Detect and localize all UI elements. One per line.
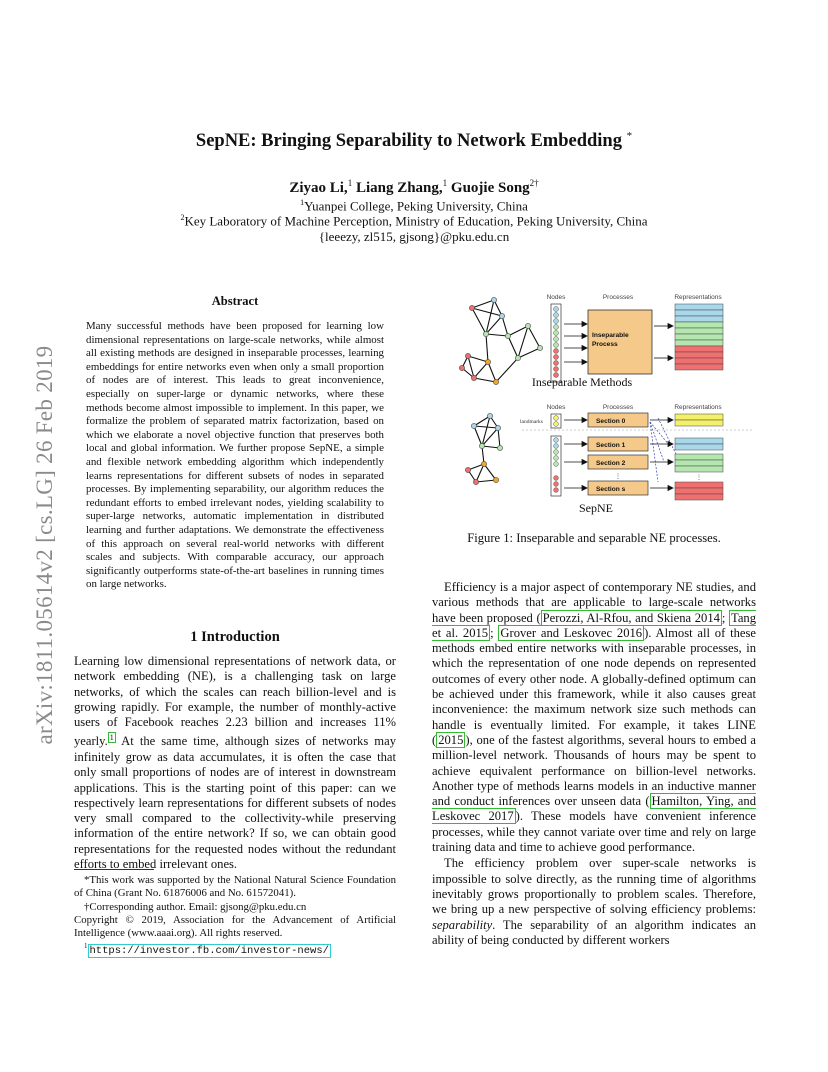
footnote-url [74, 940, 396, 958]
header-processes-top: Processes [602, 294, 634, 301]
affiliation-2 [0, 213, 828, 229]
label-inseparable-methods: Inseparable Methods [531, 375, 633, 389]
figure-1 [432, 286, 756, 518]
citation-tang[interactable]: Tang et al. 2015 [432, 610, 756, 640]
copyright-notice: Copyright © 2019, Association for the Advancement of Artificial Intelligence (www.aaai.org). All rights reserved. [74, 914, 396, 940]
figure-1-caption: Figure 1: Inseparable and separable NE processes. [467, 531, 721, 545]
rc-text-h: . The separability of an algorithm indicates an ability of being conducted by different workers [432, 917, 756, 947]
dashed-landmark-links [650, 418, 676, 482]
section-s-label: Section s [596, 486, 626, 493]
citation-line[interactable]: 2015 [438, 732, 464, 747]
ellipsis-sections: ⋮ [615, 474, 621, 480]
intro-text-b: At the same time, although sizes of networks may infinitely grow as data accumulates, it is often the case that only small proportions of nodes are of interest in downstream applications. This is the starting point of this paper: can we respectively learn representations for different subsets of nodes very small compared to the collectivity-while preserving information of the entire network? If so, we can obtain good representations for the requested nodes without the redundant efforts to embed irrelevant ones. [74, 734, 396, 872]
rc-text-c: ; [490, 625, 499, 640]
footnote-corresponding: †Corresponding author. Email: gjsong@pku.edu.cn [84, 901, 307, 913]
header-nodes-bottom: Nodes [546, 404, 566, 411]
footnote-link-1[interactable]: 1 [109, 733, 114, 743]
arrows-to-sections [564, 418, 587, 491]
affiliation-1 [0, 198, 828, 214]
author-1: Ziyao Li, [289, 180, 348, 196]
author-3: Guojie Song [450, 180, 530, 196]
rc-text-g: The efficiency problem over super-scale networks is impossible to solve directly, as the running time of algorithms inevitably grows proportionally to problem scales. Therefore, we bring up a new perspective of solving efficiency problems: [432, 856, 756, 917]
intro-text-a: Learning low dimensional representations of network data, or network embedding (NE), is a challenging task on large networks, of which the scales can reach billion-level and is growing rapidly. For example, the number of monthly-active users of Facebook reaches 2.23 billion and increases 11% yearly. [74, 654, 396, 749]
footnote-funding: *This work was supported by the National Natural Science Foundation of China (Grant No. 61876006 and No. 61572041). [74, 874, 396, 900]
inseparable-box-line-2: Process [592, 341, 618, 348]
citation-perozzi[interactable]: Perozzi, Al-Rfou, and Skiena 2014 [542, 610, 720, 625]
representation-stack-top [675, 304, 723, 370]
header-representations-bottom: Representations [674, 404, 722, 411]
rc-text-d: ). Almost all of these methods embed entire networks with inseparable processes, in which the representation of one node depends on represented outcomes of every other node. A globally-defined optimum can be achieved under this framework, while it also causes great inconvenience: the maximum network size such methods can handle is eventually limited. For example, it takes LINE ( [432, 625, 756, 747]
citation-hamilton[interactable]: Hamilton, Ying, and Leskovec 2017 [432, 794, 756, 824]
rc-text-e: ), one of the fastest algorithms, several hours to embed a million-level network. Thousands of hours may be spent to achieve equivalent performance on billion-level networks. Another type of methods learns models in an inductive manner and conduct inferences over unseen data ( [432, 732, 756, 809]
facebook-investor-link[interactable]: https://investor.fb.com/investor-news/ [89, 944, 329, 957]
landmarks-label: landmarks [520, 419, 543, 425]
section-1-label: Section 1 [596, 442, 626, 449]
citation-grover[interactable]: Grover and Leskovec 2016 [500, 625, 643, 640]
title-text: SepNE: Bringing Separability to Network Embedding [195, 131, 622, 152]
separability-paragraph [432, 856, 756, 948]
right-column-text [432, 580, 756, 948]
arrows-to-repr-bottom [650, 418, 673, 491]
label-sepne: SepNE [579, 501, 613, 515]
affiliation-1-sup: 1 [300, 198, 305, 207]
section-heading-introduction: 1 Introduction [190, 629, 280, 645]
node-column-bottom [551, 414, 561, 496]
footnote-divider [74, 869, 154, 870]
header-processes-bottom: Processes [602, 404, 634, 411]
node-column-top [551, 304, 561, 382]
author-1-sup: 1 [347, 178, 353, 188]
arrows-to-process-top [564, 322, 587, 365]
section-0-label: Section 0 [596, 418, 626, 425]
emails-text: {leeezy, zl515, gjsong}@pku.edu.cn [318, 229, 510, 244]
header-representations-top: Representations [674, 294, 722, 301]
rc-emphasis: separability [432, 917, 493, 932]
intro-paragraph [74, 654, 396, 872]
author-3-sup: 2† [529, 178, 539, 188]
affiliation-2-text: Key Laboratory of Machine Perception, Ministry of Education, Peking University, China [184, 213, 648, 229]
section-2-label: Section 2 [596, 460, 626, 467]
author-list [0, 178, 828, 197]
network-graph-top [462, 300, 540, 382]
author-2-sup: 1 [442, 178, 448, 188]
rc-text-f: ). These models have convenient inference processes, while they cannot variate over time and rely on large training data and time to achieve good performance. [432, 809, 757, 855]
abstract-heading: Abstract [211, 294, 259, 308]
ellipsis-repr: ⋮ [696, 475, 702, 481]
arxiv-id: arXiv:1811.05614v2 [cs.LG] 26 Feb 2019 [32, 345, 57, 745]
abstract-body: Many successful methods have been proposed for learning low dimensional representations on large-scale networks, while almost all existing methods are designed in inseparable processes, learning embeddings for entire networks even when only a small proportion of nodes are of interest. This leads to great inconvenience, especially on super-large or dynamic networks, where these methods become almost impossible to implement. In this paper, we formalize the problem of separated matrix factorization, based on which we elaborate a novel objective function that preserves both local and global information. We further propose SepNE, a simple and flexible network embedding algorithm which independently learns representations for different subsets of nodes in separated processes. By implementing separability, our algorithm reduces the redundant efforts to embed irrelevant nodes, yielding scalability to super-large networks, automatic implementation in distributed learning and further adaptations. We demonstrate the effectiveness of this approach on several real-world networks with different scales and subjects. With comparable accuracy, our approach significantly outperforms state-of-the-art baselines in running times on large networks. [86, 320, 384, 591]
title-footnote-mark: * [626, 130, 633, 142]
author-emails [0, 229, 828, 245]
arxiv-side-label [34, 290, 56, 800]
footnote-3-mark: 1 [84, 942, 88, 950]
arrows-to-repr-top [654, 324, 673, 361]
inseparable-box-line-1: Inseparable [592, 332, 629, 339]
author-2: Liang Zhang, [355, 180, 443, 196]
rc-text-a: Efficiency is a major aspect of contemporary NE studies, and various methods that are applicable to large-scale networks have been proposed [432, 580, 756, 625]
representation-stack-bottom [675, 414, 723, 500]
paper-title [0, 130, 828, 152]
affiliation-1-text: Yuanpei College, Peking University, China [304, 198, 528, 214]
rc-text-b: ; [721, 610, 729, 625]
efficiency-paragraph: Efficiency is a major aspect of contemporary NE studies, and various methods that are applicable to large-scale networks have been proposed ( Perozzi, Al-Rfou, and Skiena 2014 ; Tang et al. 2015 ; Grover and Leskovec 2016 ). Almost all of these methods embed entire networks with inseparable processes, in which the representation of one node depends on represented outcomes of every other node. A globally-defined optimum can be achieved under this framework, while it also causes great inconvenience: the maximum network size such methods can handle is eventually limited. For example, it takes LINE ( 2015 ), one of the fastest algorithms, several hours to embed a million-level network. Thousands of hours may be spent to achieve equivalent performance on billion-level networks. Another type of methods learns models in an inductive manner and conduct inferences over unseen data ( Hamilton, Ying, and Leskovec 2017 ). These models have convenient inference processes, while they cannot variate over time and rely on large training data and time to achieve good performance. [432, 580, 757, 855]
header-nodes-top: Nodes [546, 294, 566, 301]
affiliation-2-sup: 2 [180, 213, 185, 222]
